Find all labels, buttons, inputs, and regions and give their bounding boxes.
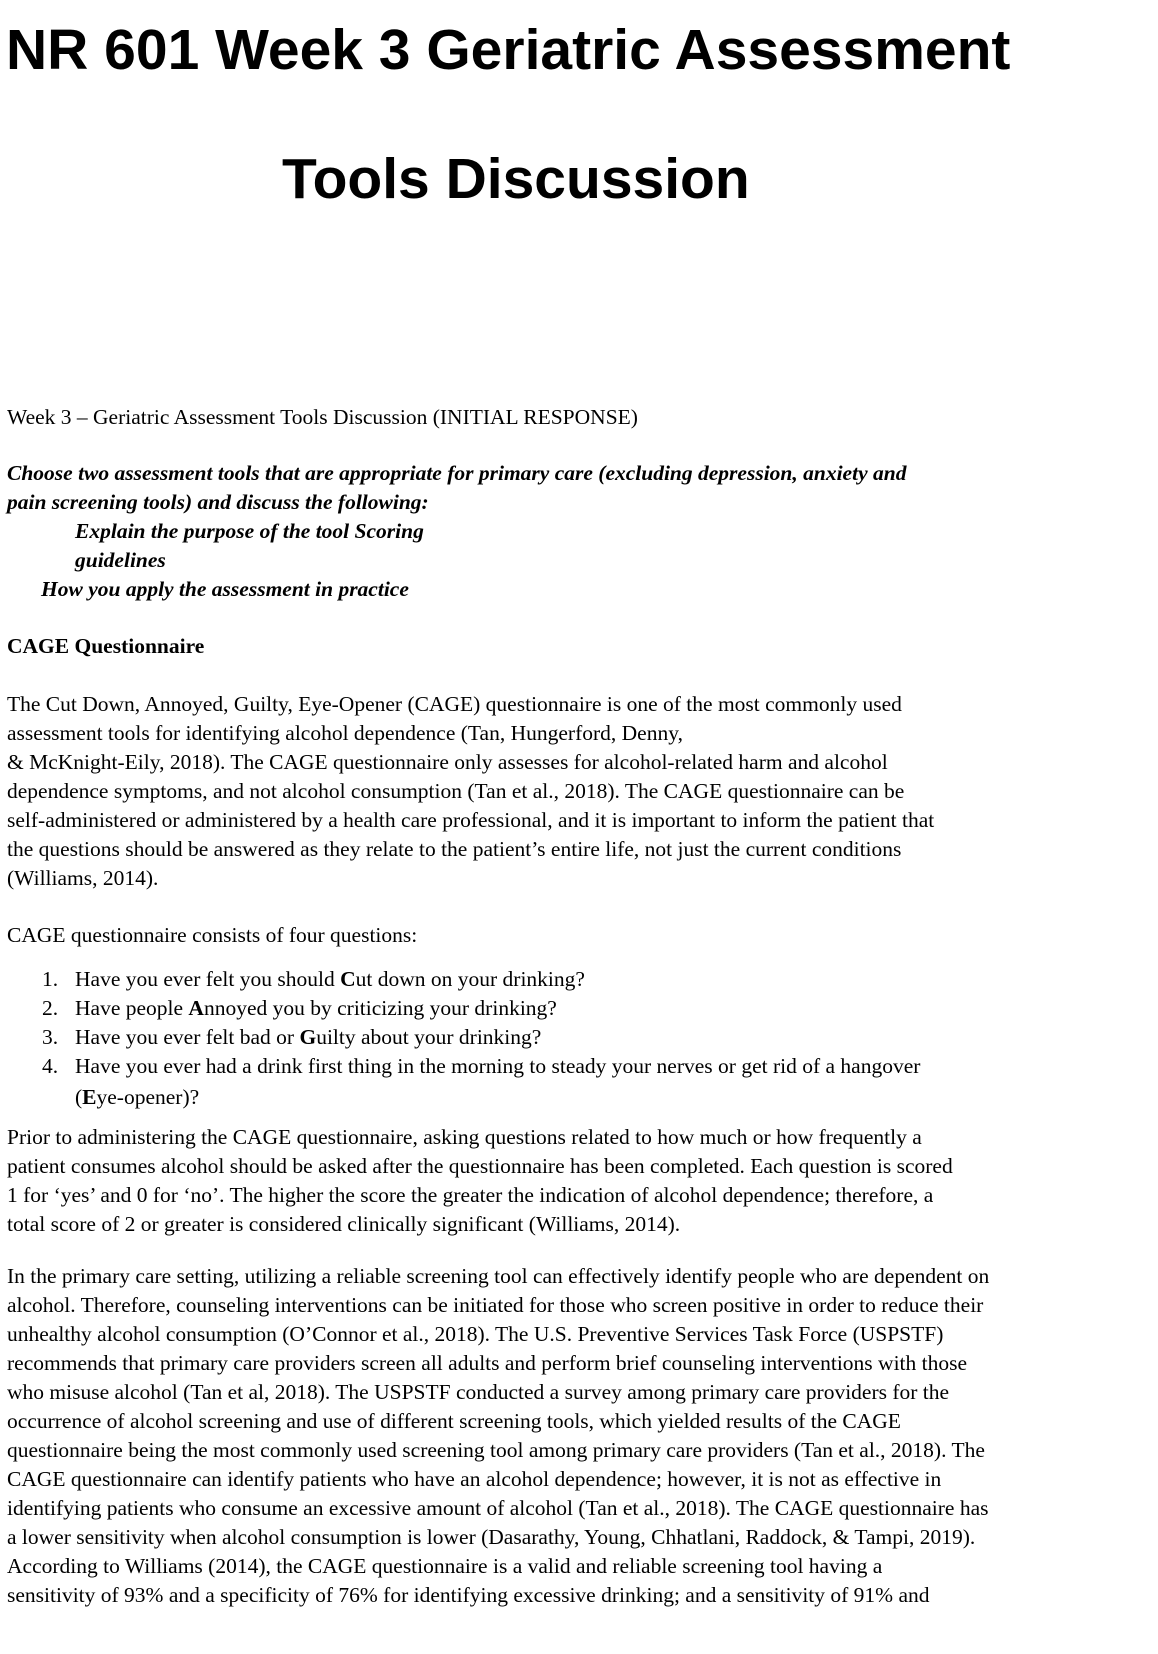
paragraph-line: Prior to administering the CAGE questionnaire, asking questions related to how much or how frequently a [7, 1125, 922, 1149]
discussion-subtitle: Week 3 – Geriatric Assessment Tools Discussion (INITIAL RESPONSE) [7, 405, 638, 429]
question-text: ut down on your drinking? [355, 967, 585, 991]
question-key-letter: C [340, 967, 356, 991]
paragraph-line: In the primary care setting, utilizing a reliable screening tool can effectively identify people who are dependent on [7, 1264, 990, 1288]
paragraph-cage-overview [7, 690, 934, 893]
question-key-letter: G [299, 1025, 317, 1049]
question-text: ye-opener)? [96, 1085, 200, 1109]
question-text: uilty about your drinking? [316, 1025, 542, 1049]
question-text: nnoyed you by criticizing your drinking? [203, 996, 557, 1020]
paragraph-line: & McKnight-Eily, 2018). The CAGE questionnaire only assesses for alcohol-related harm and alcohol [7, 750, 888, 774]
paragraph-line: total score of 2 or greater is considered clinically significant (Williams, 2014). [7, 1212, 681, 1236]
paragraph-line: identifying patients who consume an excessive amount of alcohol (Tan et al., 2018). The CAGE questionnaire has [7, 1496, 989, 1520]
prompt-item: guidelines [75, 548, 166, 572]
cage-question [0, 965, 920, 994]
questions-intro: CAGE questionnaire consists of four questions: [7, 923, 418, 947]
paragraph-line: who misuse alcohol (Tan et al, 2018). The USPSTF conducted a survey among primary care providers for the [7, 1380, 950, 1404]
section-heading-cage: CAGE Questionnaire [7, 634, 205, 658]
question-text: Have people [75, 996, 189, 1020]
cage-question [0, 994, 920, 1023]
paragraph-line: unhealthy alcohol consumption (O’Connor et al., 2018). The U.S. Preventive Services Task Force (USPSTF) [7, 1322, 944, 1346]
cage-question [0, 1023, 920, 1052]
question-number: 3. [42, 1025, 59, 1049]
paragraph-line: 1 for ‘yes’ and 0 for ‘no’. The higher the score the greater the indication of alcohol dependence; therefore, a [7, 1183, 934, 1207]
prompt-item: Explain the purpose of the tool Scoring [75, 519, 424, 543]
question-number: 1. [42, 967, 59, 991]
question-number: 2. [42, 996, 59, 1020]
discussion-prompt [7, 459, 906, 604]
cage-questions-list [0, 965, 920, 1114]
cage-question [0, 1052, 920, 1114]
question-text: Have you ever felt you should [75, 967, 341, 991]
document-title-line-1: NR 601 Week 3 Geriatric Assessment [6, 18, 1011, 82]
paragraph-line: questionnaire being the most commonly used screening tool among primary care providers (Tan et al., 2018). The [7, 1438, 985, 1462]
paragraph-line: the questions should be answered as they relate to the patient’s entire life, not just the current conditions [7, 837, 902, 861]
paragraph-cage-practice [7, 1262, 989, 1610]
prompt-line: pain screening tools) and discuss the following: [7, 490, 429, 514]
paragraph-cage-scoring [7, 1123, 953, 1239]
document-title-line-2: Tools Discussion [282, 147, 750, 211]
question-text: Have you ever had a drink first thing in the morning to steady your nerves or get rid of a hangover [75, 1054, 921, 1078]
paragraph-line: patient consumes alcohol should be asked after the questionnaire has been completed. Each question is scored [7, 1154, 953, 1178]
paragraph-line: According to Williams (2014), the CAGE questionnaire is a valid and reliable screening tool having a [7, 1554, 883, 1578]
paragraph-line: occurrence of alcohol screening and use of different screening tools, which yielded results of the CAGE [7, 1409, 901, 1433]
paragraph-line: self-administered or administered by a health care professional, and it is important to inform the patient that [7, 808, 935, 832]
question-text: ( [75, 1085, 83, 1109]
paragraph-line: alcohol. Therefore, counseling interventions can be initiated for those who screen positive in order to reduce their [7, 1293, 984, 1317]
paragraph-line: sensitivity of 93% and a specificity of 76% for identifying excessive drinking; and a sensitivity of 91% and [7, 1583, 930, 1607]
paragraph-line: assessment tools for identifying alcohol dependence (Tan, Hungerford, Denny, [7, 721, 683, 745]
question-number: 4. [42, 1054, 59, 1078]
prompt-line: Choose two assessment tools that are appropriate for primary care (excluding depression, anxiety and [7, 461, 907, 485]
question-key-letter: A [188, 996, 204, 1020]
paragraph-line: dependence symptoms, and not alcohol consumption (Tan et al., 2018). The CAGE questionnaire can be [7, 779, 905, 803]
paragraph-line: CAGE questionnaire can identify patients who have an alcohol dependence; however, it is not as effective in [7, 1467, 942, 1491]
paragraph-line: (Williams, 2014). [7, 866, 159, 890]
prompt-item: How you apply the assessment in practice [41, 577, 409, 601]
paragraph-line: The Cut Down, Annoyed, Guilty, Eye-Opener (CAGE) questionnaire is one of the most commonly used [7, 692, 902, 716]
paragraph-line: recommends that primary care providers screen all adults and perform brief counseling interventions with those [7, 1351, 968, 1375]
paragraph-line: a lower sensitivity when alcohol consumption is lower (Dasarathy, Young, Chhatlani, Raddock, & Tampi, 2019). [7, 1525, 976, 1549]
question-text: Have you ever felt bad or [75, 1025, 300, 1049]
question-key-letter: E [82, 1085, 97, 1109]
